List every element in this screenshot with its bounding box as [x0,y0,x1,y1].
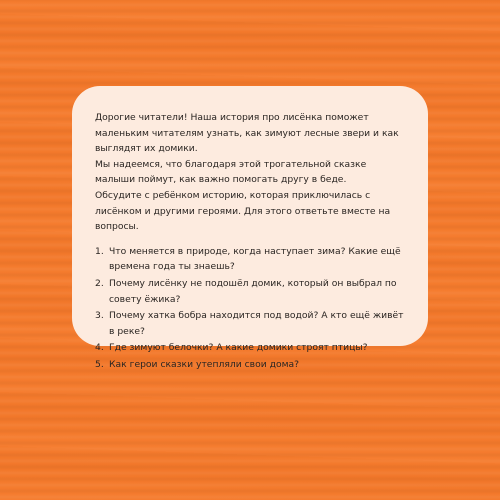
question-item-4 [95,340,408,356]
question-item-5 [95,357,408,373]
question-number: 1. [95,245,104,257]
question-text: Что меняется в природе, когда наступает зима? Какие ещё времена года ты знаешь? [109,245,401,273]
question-item-1 [95,244,408,275]
question-number: 5. [95,358,104,370]
question-text: Где зимуют белочки? А какие домики строят птицы? [109,342,368,354]
question-item-2 [95,276,408,307]
text-card [72,86,428,370]
questions-list [95,244,408,373]
intro-paragraph-2: Мы надеемся, что благодаря этой трогательной сказке малыши поймут, как важно помогать другу в беде. [95,158,367,186]
question-text: Почему лисёнку не подошёл домик, который он выбрал по совету ёжика? [109,277,397,305]
question-text: Как герои сказки утепляли свои дома? [109,358,300,370]
question-number: 3. [95,310,104,322]
intro-paragraph-3: Обсудите с ребёнком историю, которая приключилась с лисёнком и другими героями. Для этого ответьте вместе на вопросы. [95,189,391,233]
question-text: Почему хатка бобра находится под водой? А кто ещё живёт в реке? [109,310,404,337]
intro-paragraph-1: Дорогие читатели! Наша история про лисёнка поможет маленьким читателям узнать, как зимуют лесные звери и как выглядят их домики. [95,112,399,155]
question-item-3 [95,308,408,339]
intro-text [95,110,408,235]
question-number: 4. [95,342,104,354]
question-number: 2. [95,277,104,289]
